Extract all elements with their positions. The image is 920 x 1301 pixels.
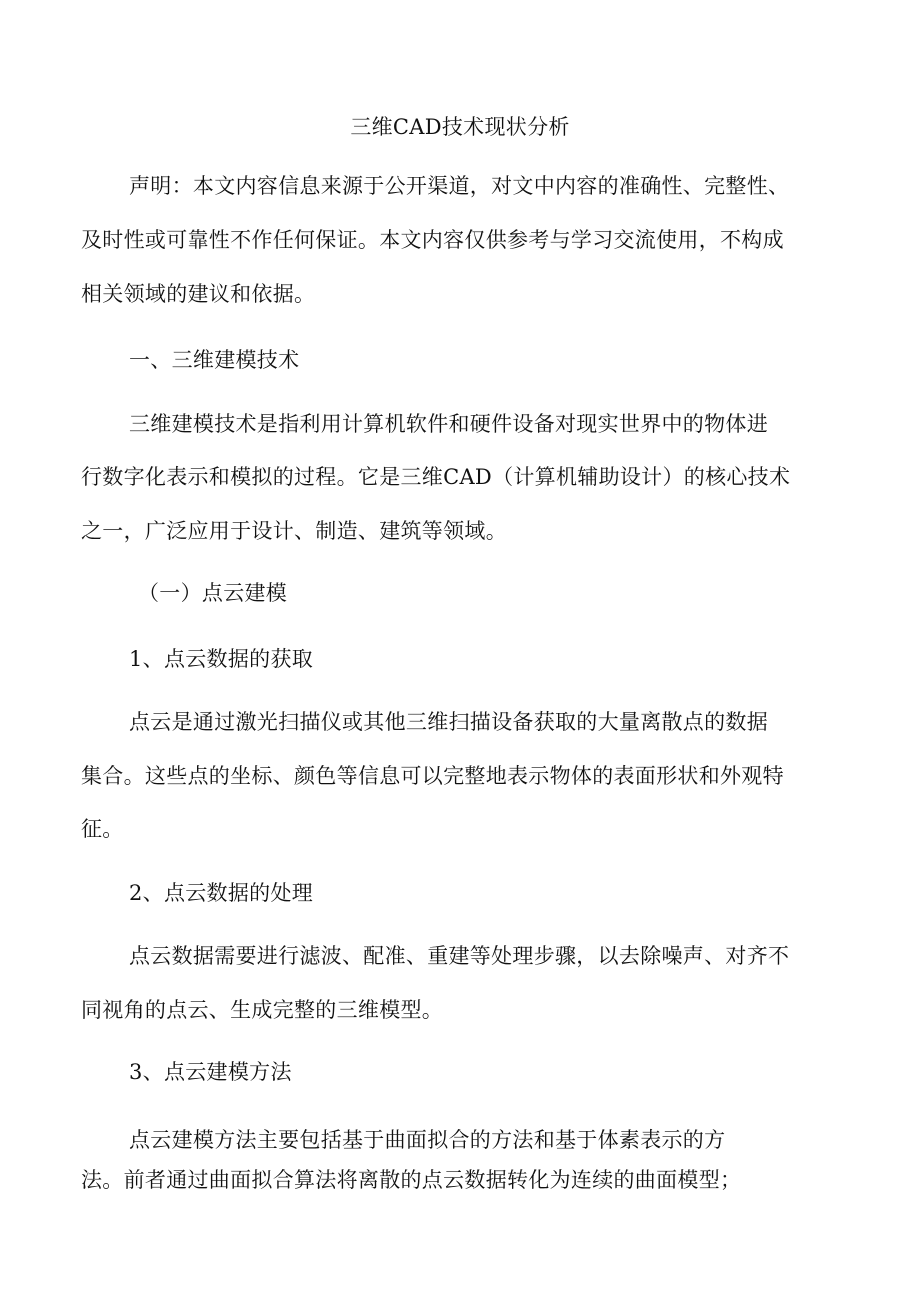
document-title: 三维CAD技术现状分析 — [350, 115, 570, 139]
statement-line-3: 相关领域的建议和依据。 — [81, 282, 316, 306]
section-heading: 一、三维建模技术 — [129, 348, 300, 372]
paragraph-line: 之一，广泛应用于设计、制造、建筑等领域。 — [81, 519, 507, 543]
paragraph-line: 征。 — [81, 817, 124, 841]
item-heading: 2、点云数据的处理 — [129, 881, 314, 905]
paragraph-line: 行数字化表示和模拟的过程。它是三维CAD（计算机辅助设计）的核心技术 — [81, 465, 791, 489]
statement-line-2: 及时性或可靠性不作任何保证。本文内容仅供参考与学习交流使用，不构成 — [81, 228, 784, 252]
paragraph-line: 三维建模技术是指利用计算机软件和硬件设备对现实世界中的物体进 — [129, 412, 768, 436]
paragraph-line: 点云数据需要进行滤波、配准、重建等处理步骤，以去除噪声、对齐不 — [129, 944, 790, 968]
paragraph-line: 点云是通过激光扫描仪或其他三维扫描设备获取的大量离散点的数据 — [129, 710, 768, 734]
paragraph-line: 点云建模方法主要包括基于曲面拟合的方法和基于体素表示的方 — [129, 1128, 726, 1152]
item-heading: 3、点云建模方法 — [129, 1060, 292, 1084]
paragraph-line: 法。前者通过曲面拟合算法将离散的点云数据转化为连续的曲面模型； — [81, 1168, 742, 1192]
statement-line-1: 声明：本文内容信息来源于公开渠道，对文中内容的准确性、完整性、 — [129, 174, 790, 198]
subsection-heading: （一）点云建模 — [138, 581, 288, 605]
paragraph-line: 同视角的点云、生成完整的三维模型。 — [81, 998, 444, 1022]
paragraph-line: 集合。这些点的坐标、颜色等信息可以完整地表示物体的表面形状和外观特 — [81, 764, 784, 788]
item-heading: 1、点云数据的获取 — [129, 647, 314, 671]
